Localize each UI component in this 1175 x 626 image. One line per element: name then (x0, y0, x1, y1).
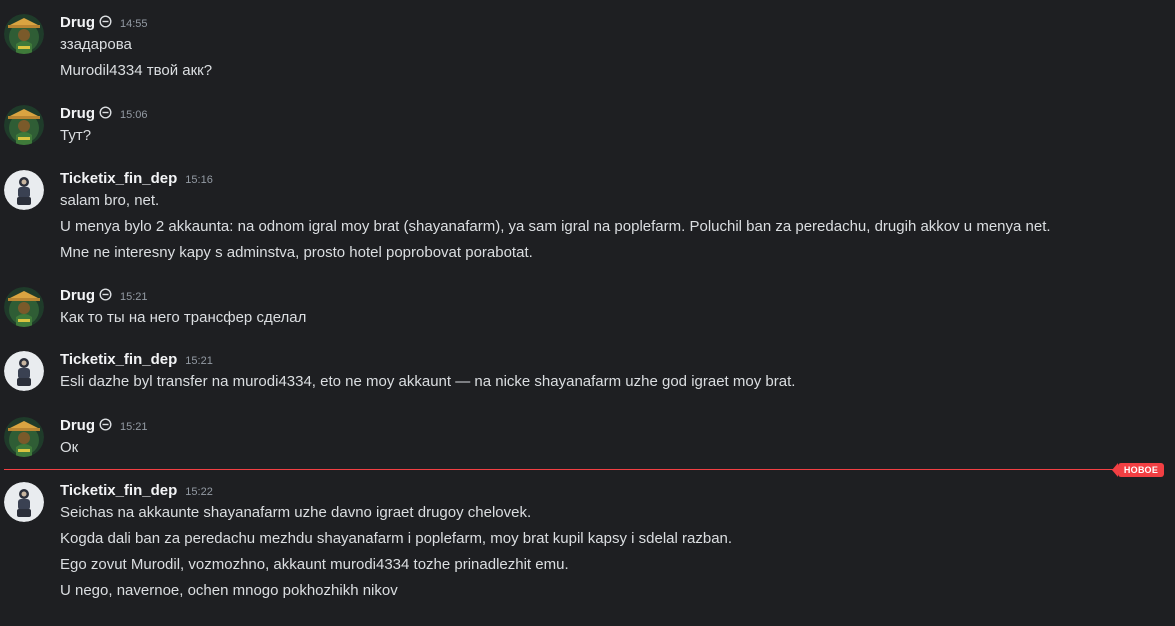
username[interactable]: Ticketix_fin_dep (60, 351, 178, 368)
username[interactable]: Ticketix_fin_dep (60, 482, 178, 499)
message-header (60, 14, 148, 34)
username[interactable]: Drug (60, 14, 95, 31)
message-text: salam bro, net. (60, 192, 160, 209)
message-text: Ego zovut Murodil, vozmozhno, akkaunt murodi4334 tozhe prinadlezhit emu. (60, 556, 569, 573)
message-header (60, 351, 213, 371)
message-text: ззадарова (60, 36, 132, 53)
message-text: Ок (60, 439, 79, 456)
message-header (60, 105, 148, 125)
message-text: Seichas na akkaunte shayanafarm uzhe davno igraet drugoy chelovek. (60, 504, 532, 521)
message-text: Mne ne interesny kapy s adminstva, prosto hotel poprobovat porabotat. (60, 244, 533, 261)
message-text: Kogda dali ban za peredachu mezhdu shayanafarm i poplefarm, moy brat kupil kapsy i sdelal razban. (60, 530, 733, 547)
drug-avatar[interactable] (4, 417, 44, 457)
username[interactable]: Drug (60, 417, 95, 434)
timestamp[interactable]: 15:22 (185, 486, 213, 498)
drug-avatar[interactable] (4, 287, 44, 327)
username[interactable]: Drug (60, 287, 95, 304)
drug-avatar[interactable] (4, 105, 44, 145)
timestamp[interactable]: 15:21 (185, 355, 213, 367)
message-header (60, 287, 148, 307)
timestamp[interactable]: 15:21 (120, 291, 148, 303)
ticketix-avatar[interactable] (4, 482, 44, 522)
drug-avatar[interactable] (4, 14, 44, 54)
timestamp[interactable]: 15:16 (185, 174, 213, 186)
ticketix-avatar[interactable] (4, 351, 44, 391)
ticketix-avatar[interactable] (4, 170, 44, 210)
new-messages-badge: НОВОЕ (1118, 463, 1164, 477)
username[interactable]: Drug (60, 105, 95, 122)
message-text: Как то ты на него трансфер сделал (60, 309, 307, 326)
dnd-status-icon (99, 418, 112, 431)
message-text: Esli dazhe byl transfer na murodi4334, eto ne moy akkaunt — na nicke shayanafarm uzhe god igraet moy brat. (60, 373, 796, 390)
new-messages-divider (4, 469, 1135, 470)
message-header (60, 170, 213, 190)
message-header (60, 482, 213, 502)
message-text: U nego, navernoe, ochen mnogo pokhozhikh nikov (60, 582, 398, 599)
username[interactable]: Ticketix_fin_dep (60, 170, 178, 187)
timestamp[interactable]: 15:21 (120, 421, 148, 433)
dnd-status-icon (99, 15, 112, 28)
timestamp[interactable]: 14:55 (120, 18, 148, 30)
message-text: U menya bylo 2 akkaunta: na odnom igral moy brat (shayanafarm), ya sam igral na poplefarm. Poluchil ban za peredachu, drugih akkov u menya net. (60, 218, 1051, 235)
dnd-status-icon (99, 106, 112, 119)
message-text: Тут? (60, 127, 92, 144)
timestamp[interactable]: 15:06 (120, 109, 148, 121)
dnd-status-icon (99, 288, 112, 301)
message-header (60, 417, 148, 437)
message-text: Murodil4334 твой акк? (60, 62, 213, 79)
